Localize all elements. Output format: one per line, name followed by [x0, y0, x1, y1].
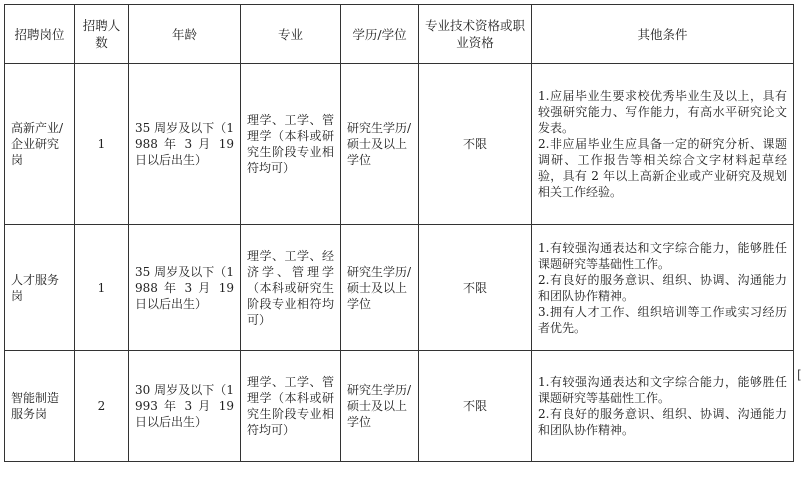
header-qualification: 专业技术资格或职业资格	[419, 5, 532, 64]
condition-item: 1.应届毕业生要求校优秀毕业生及以上，具有较强研究能力、写作能力，有高水平研究论文发表。	[538, 89, 787, 135]
count-cell: 1	[75, 225, 129, 351]
header-row	[5, 5, 794, 64]
age-cell: 35 周岁及以下（1988 年 3 月 19 日以后出生）	[129, 225, 241, 351]
header-count: 招聘人数	[75, 5, 129, 64]
table-row	[5, 351, 794, 462]
age-cell: 35 周岁及以下（1988 年 3 月 19 日以后出生）	[129, 64, 241, 225]
qualification-cell: 不限	[419, 351, 532, 462]
table-row	[5, 64, 794, 225]
condition-item: 3.拥有人才工作、组织培训等工作或实习经历者优先。	[538, 304, 787, 335]
major-cell: 理学、工学、经济学、管理学（本科或研究生阶段专业相符均可）	[241, 225, 341, 351]
condition-item: 2.有良好的服务意识、组织、协调、沟通能力和团队协作精神。	[538, 272, 787, 303]
header-position: 招聘岗位	[5, 5, 75, 64]
recruitment-table	[4, 4, 794, 462]
position-cell: 高新产业/企业研究岗	[5, 64, 75, 225]
condition-item: 1.有较强沟通表达和文字综合能力，能够胜任课题研究等基础性工作。	[538, 375, 787, 405]
degree-cell: 研究生学历/硕士及以上学位	[341, 225, 419, 351]
conditions-cell	[532, 225, 794, 351]
count-cell: 2	[75, 351, 129, 462]
count-cell: 1	[75, 64, 129, 225]
margin-bracket-mark: [	[797, 368, 802, 382]
table-row	[5, 225, 794, 351]
conditions-cell	[532, 351, 794, 462]
header-age: 年龄	[129, 5, 241, 64]
position-cell: 人才服务岗	[5, 225, 75, 351]
conditions-cell	[532, 64, 794, 225]
major-cell: 理学、工学、管理学（本科或研究生阶段专业相符均可）	[241, 351, 341, 462]
degree-cell: 研究生学历/硕士及以上学位	[341, 64, 419, 225]
condition-item: 2.有良好的服务意识、组织、协调、沟通能力和团队协作精神。	[538, 407, 787, 437]
condition-item: 1.有较强沟通表达和文字综合能力，能够胜任课题研究等基础性工作。	[538, 240, 787, 271]
header-degree: 学历/学位	[341, 5, 419, 64]
degree-cell: 研究生学历/硕士及以上学位	[341, 351, 419, 462]
major-cell: 理学、工学、管理学（本科或研究生阶段专业相符均可）	[241, 64, 341, 225]
header-major: 专业	[241, 5, 341, 64]
qualification-cell: 不限	[419, 64, 532, 225]
condition-item: 2.非应届毕业生应具备一定的研究分析、课题调研、工作报告等相关综合文字材料起草经验，具有 2 年以上高新企业或产业研究及规划相关工作经验。	[538, 137, 787, 199]
qualification-cell: 不限	[419, 225, 532, 351]
header-other-conditions: 其他条件	[532, 5, 794, 64]
position-cell: 智能制造服务岗	[5, 351, 75, 462]
age-cell: 30 周岁及以下（1993 年 3 月 19 日以后出生）	[129, 351, 241, 462]
